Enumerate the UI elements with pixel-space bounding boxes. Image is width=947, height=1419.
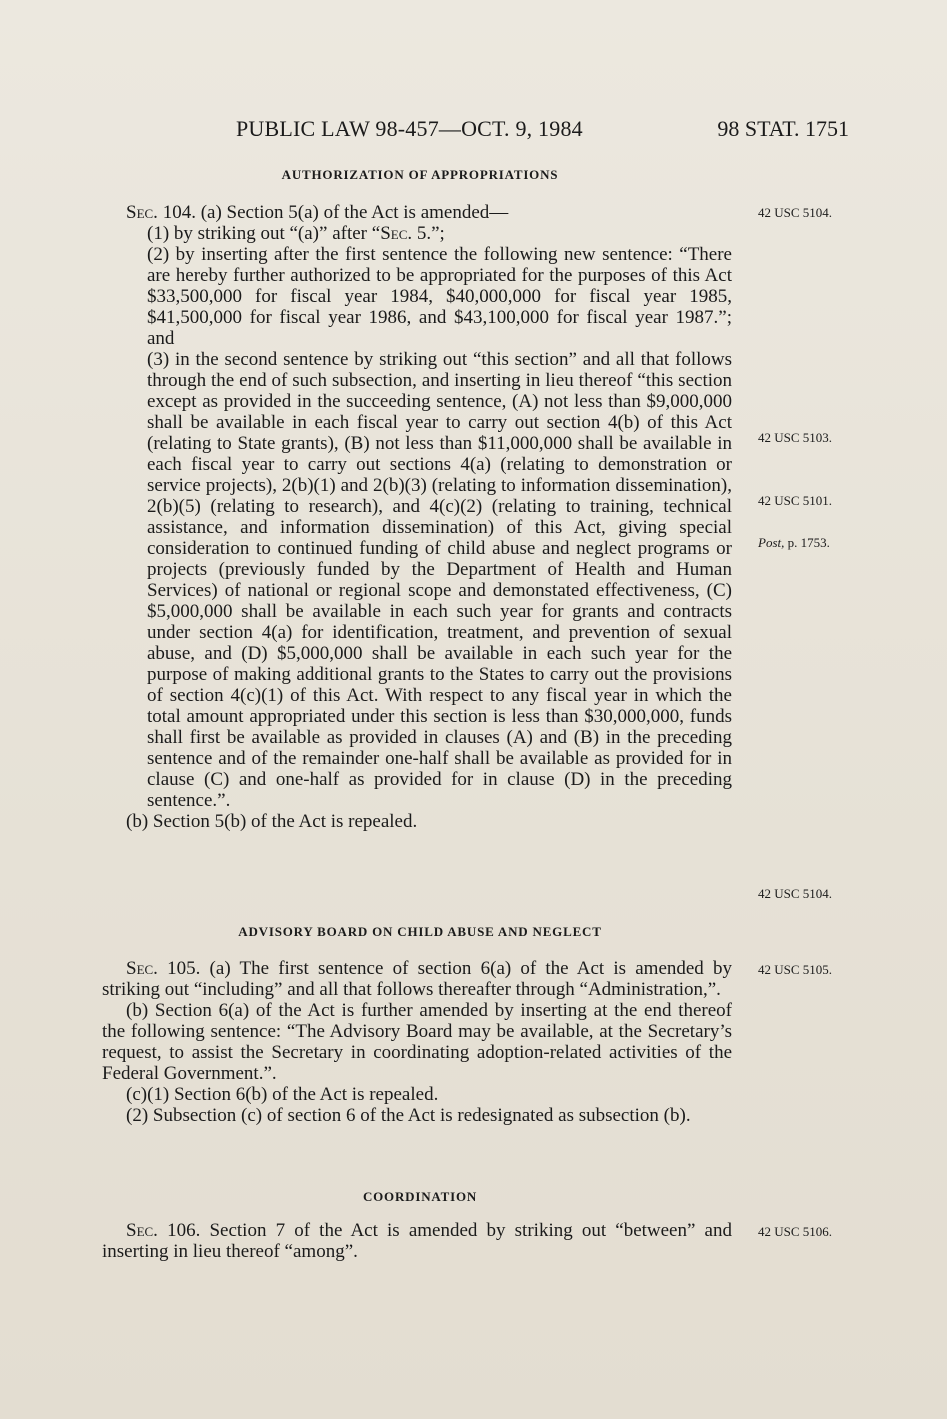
paragraph: (b) Section 5(b) of the Act is repealed. — [126, 811, 418, 832]
paragraph: (1) by striking out “(a)” after “Sec. 5.”; — [147, 223, 445, 244]
margin-note: Post, p. 1753. — [758, 535, 830, 550]
paragraph: Sec. 106. Section 7 of the Act is amended by striking out “between” and inserting in lieu thereof “among”. — [102, 1220, 732, 1262]
paragraph: (c)(1) Section 6(b) of the Act is repealed. — [126, 1084, 439, 1105]
sec-label: Sec. — [126, 1220, 158, 1241]
margin-note: 42 USC 5104. — [758, 886, 833, 901]
margin-note: 42 USC 5104. — [758, 205, 833, 220]
page-header-title: PUBLIC LAW 98-457—OCT. 9, 1984 — [236, 116, 583, 141]
section-heading-appropriations: AUTHORIZATION OF APPROPRIATIONS — [281, 167, 559, 182]
margin-note: 42 USC 5106. — [758, 1224, 833, 1239]
sec-label: Sec. — [126, 202, 158, 223]
paragraph: Sec. 104. (a) Section 5(a) of the Act is amended— — [126, 202, 509, 223]
sec-label: Sec. — [126, 958, 158, 979]
margin-note: 42 USC 5105. — [758, 962, 833, 977]
margin-note: 42 USC 5103. — [758, 430, 833, 445]
section-105-body — [102, 958, 732, 1126]
margin-note: 42 USC 5101. — [758, 493, 833, 508]
paragraph: (b) Section 6(a) of the Act is further amended by inserting at the end thereof the following sentence: “The Advisory Board may be available, at the Secretary’s request, to assist the Secretary in coordinating adoption-related activities of the Federal Government.”. — [102, 1000, 732, 1084]
paragraph: (2) by inserting after the first sentence the following new sentence: “There are hereby further authorized to be appropriated for the purposes of this Act $33,500,000 for fiscal year 1984, $40,000,000 for fiscal year 1985, $41,500,000 for fiscal year 1986, and $43,100,000 for fiscal year 1987.”; and — [147, 244, 732, 349]
section-heading-coordination: COORDINATION — [362, 1189, 478, 1204]
paragraph: (2) Subsection (c) of section 6 of the Act is redesignated as subsection (b). — [126, 1105, 691, 1126]
section-106-body — [102, 1220, 732, 1262]
page-header-stat: 98 STAT. 1751 — [717, 116, 849, 141]
paragraph: Sec. 105. (a) The first sentence of section 6(a) of the Act is amended by striking out “including” and all that follows thereafter through “Administration,”. — [102, 958, 732, 1000]
section-104-body — [102, 202, 732, 832]
paragraph: (3) in the second sentence by striking out “this section” and all that follows through the end of such subsection, and inserting in lieu thereof “this section except as provided in the succeeding sentence, (A) not less than $9,000,000 shall be available in each fiscal year to carry out section 4(b) of this Act (relating to State grants), (B) not less than $11,000,000 shall be available in each fiscal year to carry out sections 4(a) (relating to demonstration or service projects), 2(b)(1) and 2(b)(3) (relating to information dissemination), 2(b)(5) (relating to research), and 4(c)(2) (relating to training, technical assistance, and information dissemination) of this Act, giving special consideration to continued funding of child abuse and neglect programs or projects (previously funded by the Department of Health and Human Services) of national or regional scope and demonstated effectiveness, (C) $5,000,000 shall be available in each such year for grants and contracts under section 4(a) for identification, treatment, and prevention of sexual abuse, and (D) $5,000,000 shall be available in each such year for the purpose of making additional grants to the States to carry out the provisions of section 4(c)(1) of this Act. With respect to any fiscal year in which the total amount appropriated under this section is less than $30,000,000, funds shall first be available as provided in clauses (A) and (B) in the preceding sentence and of the remainder one-half shall be available as provided for in clause (C) and one-half as provided for in clause (D) in the preceding sentence.”. — [147, 349, 732, 811]
section-heading-advisory-board: ADVISORY BOARD ON CHILD ABUSE AND NEGLECT — [238, 924, 602, 939]
